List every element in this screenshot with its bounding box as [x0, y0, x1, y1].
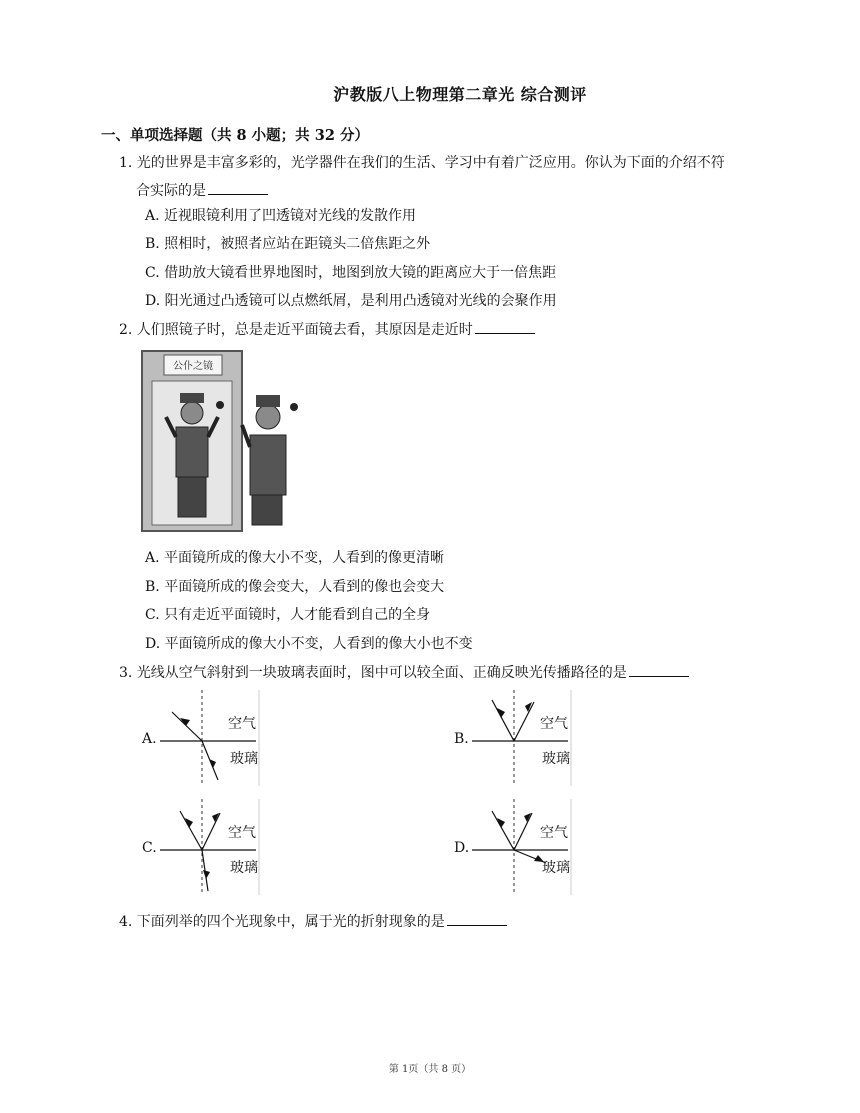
- reflection-head: [181, 402, 203, 424]
- answer-blank: [629, 663, 689, 677]
- q3-option-b-label: B.: [454, 731, 469, 747]
- air-label: 空气: [228, 716, 256, 732]
- q3-option-a-diagram: [158, 688, 263, 788]
- person-head: [256, 405, 280, 429]
- q1-option-a: A. 近视眼镜利用了凹透镜对光线的发散作用: [145, 208, 417, 224]
- q2-stem-text: 2. 人们照镜子时，总是走近平面镜去看，其原因是走近时: [119, 322, 473, 338]
- section-heading: 一、单项选择题（共 8 小题；共 32 分）: [101, 127, 369, 144]
- person-hat: [256, 395, 280, 407]
- person-legs: [252, 495, 282, 525]
- answer-blank: [447, 912, 507, 926]
- q3-option-d-label: D.: [454, 840, 470, 856]
- mirror-sign-text: 公仆之镜: [173, 361, 213, 372]
- air-label: 空气: [540, 716, 568, 732]
- answer-blank: [208, 181, 268, 195]
- reflection-body: [176, 427, 208, 477]
- q3-option-c-diagram: [158, 797, 263, 897]
- q2-stem: [119, 319, 535, 339]
- q2-option-d: D. 平面镜所成的像大小不变，人看到的像大小也不变: [145, 636, 473, 652]
- q1-option-b: B. 照相时，被照者应站在距镜头二倍焦距之外: [145, 236, 431, 252]
- reflection-legs: [178, 477, 206, 517]
- page-footer: 第 1页（共 8 页）: [388, 1064, 472, 1075]
- air-label: 空气: [540, 825, 568, 841]
- glass-label: 玻璃: [230, 751, 258, 767]
- q2-option-a: A. 平面镜所成的像大小不变，人看到的像更清晰: [145, 550, 445, 566]
- person-body: [250, 435, 286, 495]
- page-title: 沪教版八上物理第二章光 综合测评: [333, 85, 587, 104]
- mirror-cartoon-figure: [138, 347, 328, 537]
- q3-option-d-diagram: [470, 797, 575, 897]
- q1-stem-line2: [136, 180, 268, 200]
- glass-label: 玻璃: [542, 751, 570, 767]
- q3-stem: [119, 662, 689, 682]
- reflection-hat: [180, 393, 204, 403]
- glass-label: 玻璃: [230, 860, 258, 876]
- q1-option-c: C. 借助放大镜看世界地图时，地图到放大镜的距离应大于一倍焦距: [145, 265, 557, 281]
- q2-option-c: C. 只有走近平面镜时，人才能看到自己的全身: [145, 607, 431, 623]
- q4-stem: [119, 911, 507, 931]
- q3-option-b-diagram: [470, 688, 575, 788]
- q1-stem-text: 合实际的是: [136, 183, 206, 199]
- q1-option-d: D. 阳光通过凸透镜可以点燃纸屑，是利用凸透镜对光线的会聚作用: [145, 293, 557, 309]
- q2-option-b: B. 平面镜所成的像会变大，人看到的像也会变大: [145, 579, 445, 595]
- q1-stem-line1: 1. 光的世界是丰富多彩的，光学器件在我们的生活、学习中有着广泛应用。你认为下面的介绍不符: [119, 155, 725, 171]
- q4-stem-text: 4. 下面列举的四个光现象中，属于光的折射现象的是: [119, 914, 445, 930]
- q3-option-c-label: C.: [142, 840, 157, 856]
- q3-option-a-label: A.: [142, 731, 157, 747]
- answer-blank: [475, 320, 535, 334]
- air-label: 空气: [228, 825, 256, 841]
- q3-stem-text: 3. 光线从空气斜射到一块玻璃表面时，图中可以较全面、正确反映光传播路径的是: [119, 665, 627, 681]
- glass-label: 玻璃: [542, 860, 570, 876]
